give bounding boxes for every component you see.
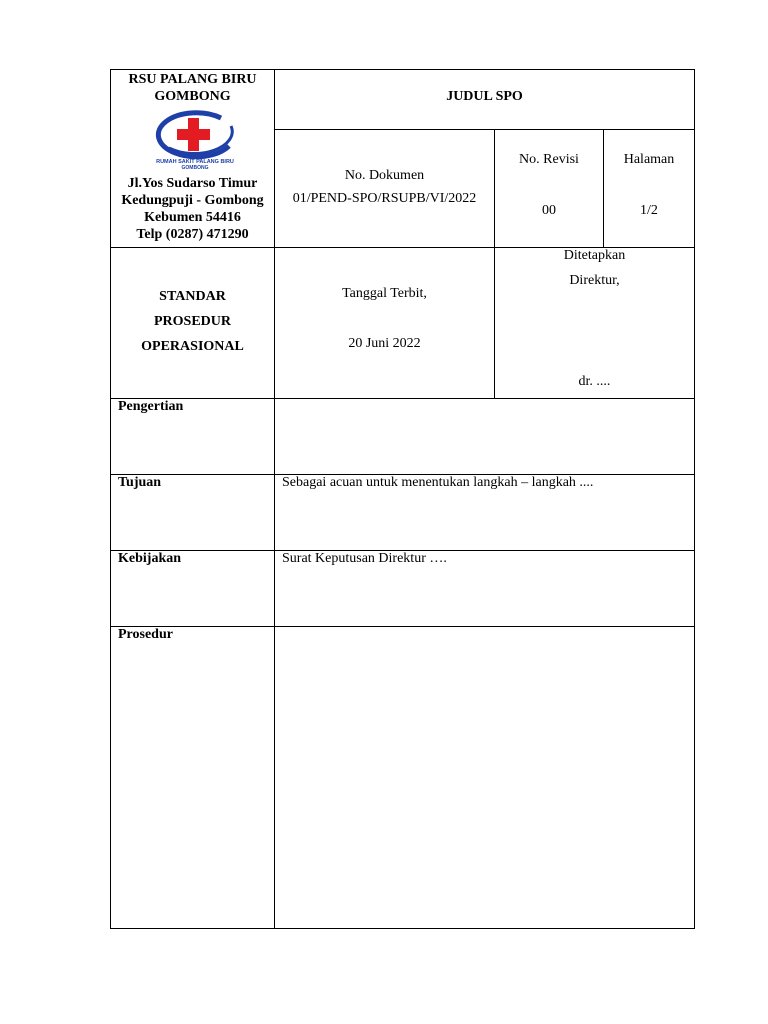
divider — [111, 398, 694, 399]
section-label-tujuan: Tujuan — [118, 475, 162, 490]
document-type: STANDAR PROSEDUR OPERASIONAL — [141, 289, 244, 354]
section-label-kebijakan: Kebijakan — [118, 551, 182, 566]
divider — [603, 129, 604, 247]
issue-date-label: Tanggal Terbit, — [342, 286, 427, 301]
logo-caption-line1: RUMAH SAKIT PALANG BIRU — [156, 159, 234, 165]
page-title: JUDUL SPO — [446, 89, 523, 104]
divider — [274, 129, 694, 130]
spo-form — [110, 69, 695, 929]
logo-caption-line2: GOMBONG — [181, 165, 209, 170]
revision-label: No. Revisi — [519, 152, 579, 167]
hospital-address: Jl.Yos Sudarso Timur Kedungpuji - Gombong Kebumen 54416 Telp (0287) 471290 — [121, 176, 264, 242]
revision-value: 00 — [542, 203, 556, 218]
page-value: 1/2 — [640, 203, 658, 218]
divider — [111, 626, 694, 627]
doc-number — [275, 164, 494, 210]
approver-title: Direktur, — [569, 273, 620, 288]
issue-date-value: 20 Juni 2022 — [348, 336, 421, 351]
section-label-pengertian: Pengertian — [118, 399, 184, 414]
section-content-kebijakan: Surat Keputusan Direktur …. — [282, 551, 447, 566]
doc-number-value: 01/PEND-SPO/RSUPB/VI/2022 — [292, 191, 477, 206]
section-content-tujuan: Sebagai acuan untuk menentukan langkah – langkah .... — [282, 475, 594, 490]
hospital-cross-logo-icon — [151, 108, 239, 170]
approved-label: Ditetapkan — [563, 248, 626, 263]
hospital-name: RSU PALANG BIRU GOMBONG — [128, 72, 257, 104]
section-label-prosedur: Prosedur — [118, 627, 173, 642]
page-label: Halaman — [623, 152, 675, 167]
doc-number-label: No. Dokumen — [344, 168, 425, 183]
approver-name: dr. .... — [578, 374, 611, 389]
